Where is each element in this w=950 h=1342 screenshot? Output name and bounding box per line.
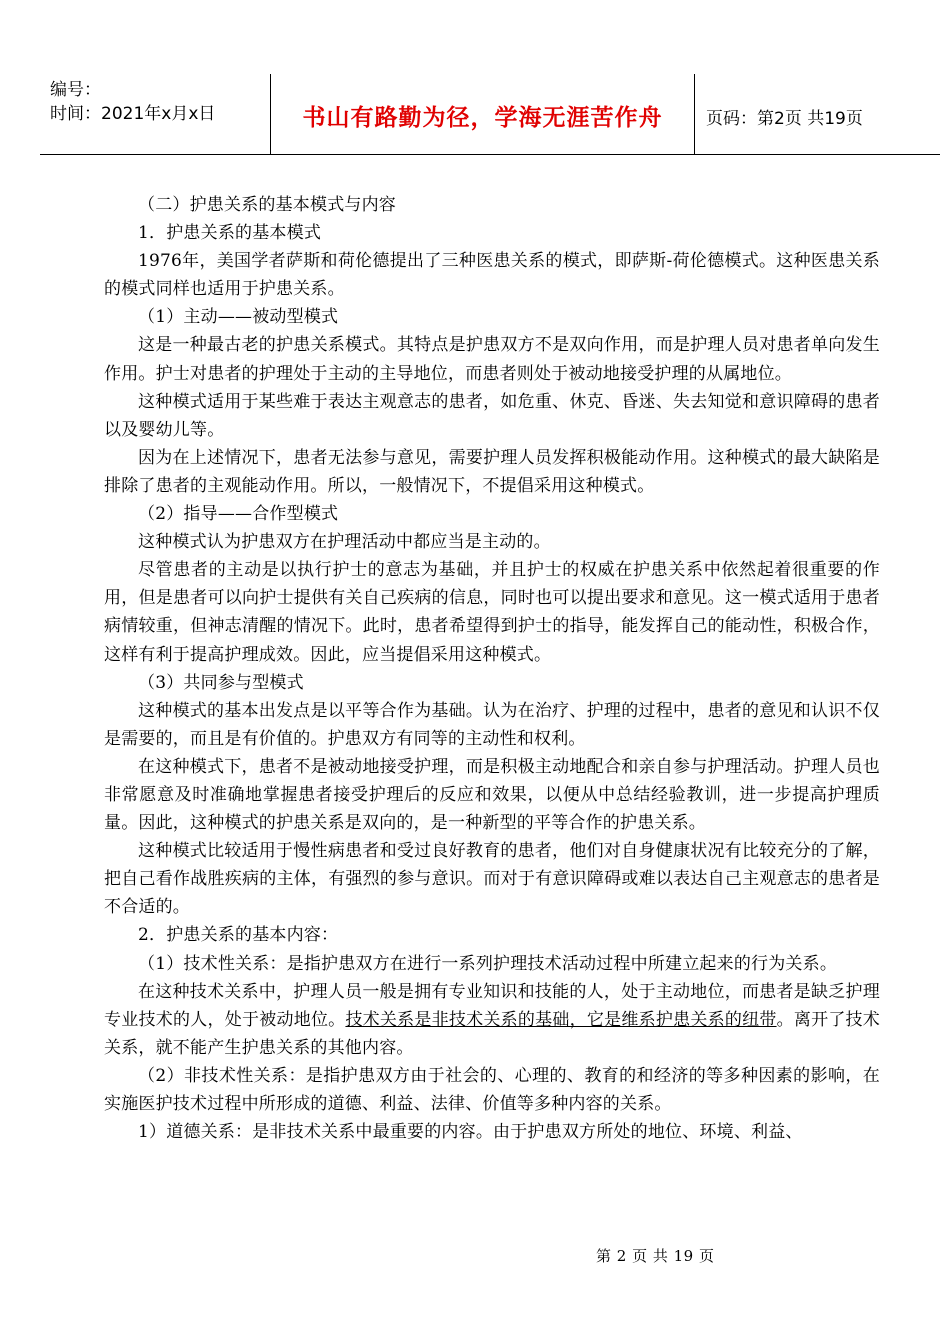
header-motto: 书山有路勤为径，学海无涯苦作舟 xyxy=(302,105,663,131)
subsection-heading: 1．护患关系的基本模式 xyxy=(138,223,322,244)
paragraph: 这是一种最古老的护患关系模式。其特点是护患双方不是双向作用，而是护理人员对患者单向发生作用。护士对患者的护理处于主动的主导地位，而患者则处于被动地接受护理的从属地位。 xyxy=(104,335,880,384)
text-segment: 在这种技术关系中，护理人员一般是拥有专业知识和技能的人，处于主动地位，而患者是缺乏护理专业技术的人，处于被动地位。 xyxy=(104,981,880,1030)
paragraph: （2）非技术性关系：是指护患双方由于社会的、心理的、教育的和经济的等多种因素的影响，在实施医护技术过程中所形成的道德、利益、法律、价值等多种内容的关系。 xyxy=(104,1065,880,1114)
paragraph: （1）技术性关系：是指护患双方在进行一系列护理技术活动过程中所建立起来的行为关系。 xyxy=(138,953,838,974)
paragraph-with-underline xyxy=(104,978,880,1062)
subsection-heading: 2．护患关系的基本内容： xyxy=(138,925,339,946)
text-segment: 。离开了技术关系，就不能产生护患关系的其他内容。 xyxy=(104,1009,881,1058)
paragraph: 尽管患者的主动是以执行护士的意志为基础，并且护士的权威在护患关系中依然起着很重要的作用，但是患者可以向护士提供有关自己疾病的信息，同时也可以提出要求和意见。这一模式适用于患者病情较重，但神志清醒的情况下。此时，患者希望得到护士的指导，能发挥自己的能动性，积极合作，这样有利于提高护理成效。因此，应当提倡采用这种模式。 xyxy=(104,560,880,665)
section-heading: （二）护患关系的基本模式与内容 xyxy=(138,195,396,215)
paragraph: 这种模式的基本出发点是以平等合作为基础。认为在治疗、护理的过程中，患者的意见和认识不仅是需要的，而且是有价值的。护患双方有同等的主动性和权利。 xyxy=(104,700,880,749)
model-heading: （1）主动——被动型模式 xyxy=(138,307,339,328)
model-heading: （2）指导——合作型模式 xyxy=(138,504,339,525)
page-footer: 第 2 页 共 19 页 xyxy=(596,1247,715,1265)
number-label: 编号： xyxy=(50,80,101,100)
paragraph: 因为在上述情况下，患者无法参与意见，需要护理人员发挥积极能动作用。这种模式的最大缺陷是排除了患者的主观能动作用。所以，一般情况下，不提倡采用这种模式。 xyxy=(104,447,880,496)
underlined-text: 技术关系是非技术关系的基础，它是维系护患关系的纽带 xyxy=(345,1009,777,1030)
paragraph: 这种模式适用于某些难于表达主观意志的患者，如危重、休克、昏迷、失去知觉和意识障碍的患者以及婴幼儿等。 xyxy=(104,391,880,440)
paragraph: 在这种模式下，患者不是被动地接受护理，而是积极主动地配合和亲自参与护理活动。护理人员也非常愿意及时准确地掌握患者接受护理后的反应和效果，以便从中总结经验教训，进一步提高护理质量。因此，这种模式的护患关系是双向的，是一种新型的平等合作的护患关系。 xyxy=(104,756,880,834)
document-header xyxy=(40,74,940,155)
paragraph: 1976年，美国学者萨斯和荷伦德提出了三种医患关系的模式，即萨斯-荷伦德模式。这种医患关系的模式同样也适用于护患关系。 xyxy=(104,251,880,300)
header-divider-right xyxy=(694,74,695,154)
model-heading: （3）共同参与型模式 xyxy=(138,672,304,693)
paragraph: 这种模式认为护患双方在护理活动中都应当是主动的。 xyxy=(138,532,551,553)
document-body xyxy=(104,191,880,1146)
paragraph: 1）道德关系：是非技术关系中最重要的内容。由于护患双方所处的地位、环境、利益、 xyxy=(138,1122,803,1143)
time-label: 时间：2021年x月x日 xyxy=(50,104,216,124)
header-meta xyxy=(50,74,275,154)
header-page-info: 页码：第2页 共19页 xyxy=(706,109,863,129)
paragraph: 这种模式比较适用于慢性病患者和受过良好教育的患者，他们对自身健康状况有比较充分的了解，把自己看作战胜疾病的主体，有强烈的参与意识。而对于有意识障碍或难以表达自己主观意志的患者是不合适的。 xyxy=(104,841,880,918)
